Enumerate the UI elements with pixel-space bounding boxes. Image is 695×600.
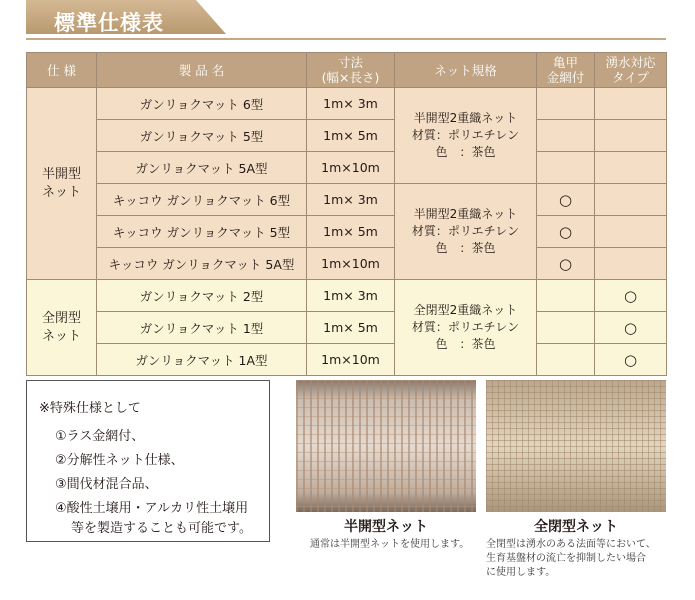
net-spec-l1: 半開型2重織ネット bbox=[413, 207, 518, 221]
half-open-net-description bbox=[310, 538, 469, 552]
product-size: 1m×10m bbox=[307, 248, 395, 280]
product-name: ガンリョクマット 1型 bbox=[97, 312, 307, 344]
header-turtle-l1: 亀甲 bbox=[552, 55, 578, 70]
product-name: ガンリョクマット 6型 bbox=[97, 88, 307, 120]
product-name: ガンリョクマット 2型 bbox=[97, 280, 307, 312]
header-spec: 仕 様 bbox=[27, 53, 97, 88]
net-spec bbox=[395, 280, 537, 376]
spring-mark bbox=[595, 248, 667, 280]
note-item: ②分解性ネット仕様、 bbox=[55, 453, 184, 468]
product-size: 1m×10m bbox=[307, 152, 395, 184]
turtle-mark bbox=[537, 344, 595, 376]
table-header-row bbox=[27, 53, 667, 88]
table-row bbox=[27, 248, 667, 280]
desc-line: 全閉型は湧水のある法面等において、 bbox=[486, 539, 656, 550]
net-spec-l3: 色 ：茶色 bbox=[435, 241, 496, 255]
table-row bbox=[27, 152, 667, 184]
full-closed-net-photo bbox=[486, 380, 666, 512]
product-size: 1m× 5m bbox=[307, 216, 395, 248]
product-name: キッコウ ガンリョクマット 5A型 bbox=[97, 248, 307, 280]
spring-mark bbox=[595, 184, 667, 216]
spec-table bbox=[26, 52, 667, 376]
turtle-mark bbox=[537, 120, 595, 152]
header-spring bbox=[595, 53, 667, 88]
net-spec-l1: 全閉型2重織ネット bbox=[413, 303, 518, 317]
half-open-net-caption: 半開型ネット bbox=[344, 519, 428, 535]
table-row bbox=[27, 280, 667, 312]
header-spring-l1: 湧水対応 bbox=[605, 55, 656, 70]
page-title: 標準仕様表 bbox=[54, 11, 164, 35]
product-size: 1m× 5m bbox=[307, 312, 395, 344]
table-row bbox=[27, 216, 667, 248]
note-item: ③間伐材混合品、 bbox=[55, 477, 158, 492]
table-row bbox=[27, 344, 667, 376]
product-size: 1m× 3m bbox=[307, 280, 395, 312]
spring-mark: ○ bbox=[595, 344, 667, 376]
header-net: ネット規格 bbox=[395, 53, 537, 88]
desc-line: に使用します。 bbox=[486, 567, 556, 578]
product-name: ガンリョクマット 5A型 bbox=[97, 152, 307, 184]
header-spring-l2: タイプ bbox=[612, 70, 649, 85]
turtle-mark: ○ bbox=[537, 184, 595, 216]
group-label-l2: ネット bbox=[41, 184, 81, 200]
half-open-net-image bbox=[296, 380, 476, 512]
table-row bbox=[27, 184, 667, 216]
title-banner bbox=[0, 0, 695, 48]
spring-mark bbox=[595, 120, 667, 152]
spring-mark: ○ bbox=[595, 280, 667, 312]
spring-mark bbox=[595, 152, 667, 184]
desc-line: 生育基盤材の流亡を抑制したい場合 bbox=[486, 553, 646, 564]
full-closed-net-image bbox=[486, 380, 666, 512]
net-spec-l1: 半開型2重織ネット bbox=[413, 111, 518, 125]
header-size-l1: 寸法 bbox=[337, 55, 363, 70]
header-product: 製 品 名 bbox=[97, 53, 307, 88]
product-size: 1m× 5m bbox=[307, 120, 395, 152]
product-name: キッコウ ガンリョクマット 6型 bbox=[97, 184, 307, 216]
turtle-mark bbox=[537, 312, 595, 344]
group-full-closed bbox=[27, 280, 97, 376]
product-name: ガンリョクマット 1A型 bbox=[97, 344, 307, 376]
spring-mark: ○ bbox=[595, 312, 667, 344]
net-spec-l2: 材質：ポリエチレン bbox=[411, 320, 520, 334]
turtle-mark bbox=[537, 280, 595, 312]
note-item: ④酸性土壌用・アルカリ性土壌用 bbox=[55, 501, 249, 516]
header-size-l2: (幅×長さ) bbox=[321, 70, 380, 85]
turtle-mark bbox=[537, 88, 595, 120]
table-row bbox=[27, 312, 667, 344]
net-spec-l2: 材質：ポリエチレン bbox=[411, 128, 520, 142]
table-row bbox=[27, 120, 667, 152]
group-label-l1: 半開型 bbox=[41, 166, 81, 182]
turtle-mark: ○ bbox=[537, 216, 595, 248]
product-name: キッコウ ガンリョクマット 5型 bbox=[97, 216, 307, 248]
net-spec bbox=[395, 88, 537, 184]
spring-mark bbox=[595, 216, 667, 248]
note-item: ①ラス金網付、 bbox=[55, 429, 145, 444]
full-closed-net-caption: 全閉型ネット bbox=[534, 519, 618, 535]
special-spec-note bbox=[26, 380, 270, 542]
full-closed-net-description bbox=[486, 538, 656, 580]
spring-mark bbox=[595, 88, 667, 120]
product-size: 1m× 3m bbox=[307, 88, 395, 120]
turtle-mark: ○ bbox=[537, 248, 595, 280]
group-half-open bbox=[27, 88, 97, 280]
header-turtle bbox=[537, 53, 595, 88]
net-spec bbox=[395, 184, 537, 280]
turtle-mark bbox=[537, 152, 595, 184]
net-spec-l2: 材質：ポリエチレン bbox=[411, 224, 520, 238]
net-spec-l3: 色 ：茶色 bbox=[435, 145, 496, 159]
net-spec-l3: 色 ：茶色 bbox=[435, 337, 496, 351]
product-name: ガンリョクマット 5型 bbox=[97, 120, 307, 152]
half-open-net-photo bbox=[296, 380, 476, 512]
group-label-l2: ネット bbox=[41, 328, 81, 344]
group-label-l1: 全閉型 bbox=[41, 310, 81, 326]
header-turtle-l2: 金網付 bbox=[546, 70, 585, 85]
product-size: 1m× 3m bbox=[307, 184, 395, 216]
table-row bbox=[27, 88, 667, 120]
desc-line: 通常は半開型ネットを使用します。 bbox=[310, 539, 470, 550]
note-item: 等を製造することも可能です。 bbox=[71, 521, 252, 536]
product-size: 1m×10m bbox=[307, 344, 395, 376]
header-size bbox=[307, 53, 395, 88]
note-heading: ※特殊仕様として bbox=[39, 401, 141, 416]
